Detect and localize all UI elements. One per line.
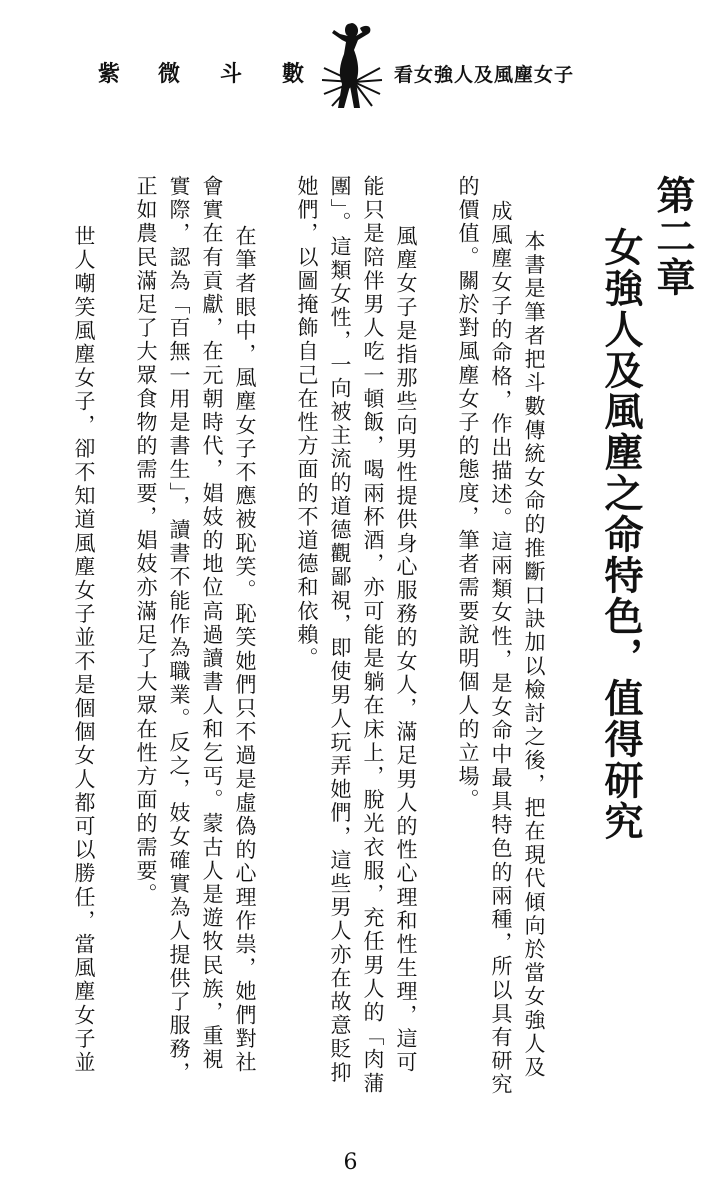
text-column-1: 本書是筆者把斗數傳統女命的推斷口訣加以檢討之後，把在現代傾向於當女強人及 (522, 230, 546, 1080)
running-header-book-title (98, 60, 308, 88)
header-char-1: 紫 (98, 61, 121, 87)
page-number: 6 (343, 1150, 358, 1175)
chapter-number: 第二章 (650, 175, 696, 298)
text-column-9: 會實在有貢獻，在元朝時代，娼妓的地位高過讀書人和乞丐。蒙古人是遊牧民族，重視 (200, 175, 224, 1072)
chapter-title: 女強人及風塵之命特色，值得研究 (598, 227, 644, 842)
text-column-3: 的價值。關於對風塵女子的態度，筆者需要說明個人的立場。 (456, 175, 480, 813)
text-column-2: 成風塵女子的命格，作出描述。這兩類女性，是女命中最具特色的兩種，所以具有研究 (489, 200, 513, 1097)
text-column-8: 在筆者眼中，風塵女子不應被恥笑。恥笑她們只不過是虛偽的心理作祟，她們對社 (233, 225, 257, 1075)
text-column-6: 團」。這類女性，一向被主流的道德觀鄙視，即使男人玩弄她們，這些男人亦在故意貶抑 (328, 175, 352, 1085)
text-column-10: 實際，認為「百無一用是書生」，讀書不能作為職業。反之，妓女確實為人提供了服務， (167, 175, 191, 1085)
dancing-woman-silhouette-icon (318, 20, 384, 112)
text-column-4: 風塵女子是指那些向男性提供身心服務的女人，滿足男人的性心理和性生理，這可 (394, 225, 418, 1075)
chapter-heading (595, 175, 699, 842)
text-column-11: 正如農民滿足了大眾食物的需要，娼妓亦滿足了大眾在性方面的需要。 (134, 175, 158, 907)
text-column-5: 能只是陪伴男人吃一頓飯，喝兩杯酒，亦可能是躺在床上，脫光衣服，充任男人的「肉蒲 (361, 175, 385, 1096)
text-column-7: 她們，以圖掩飾自己在性方面的不道德和依賴。 (295, 175, 319, 671)
header-char-2: 微 (158, 61, 181, 87)
text-column-12: 世人嘲笑風塵女子，卻不知道風塵女子並不是個個女人都可以勝任，當風塵女子並 (72, 225, 96, 1075)
header-char-4: 數 (282, 61, 305, 87)
running-header-chapter-title: 看女強人及風塵女子 (394, 64, 575, 86)
header-char-3: 斗 (220, 61, 243, 87)
